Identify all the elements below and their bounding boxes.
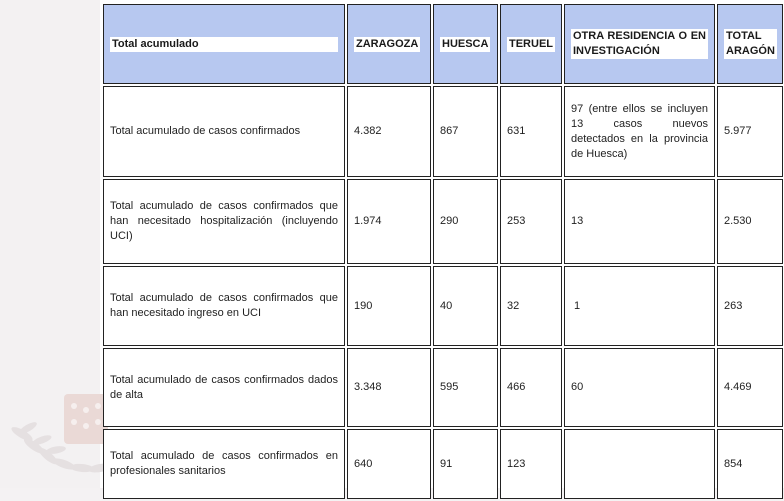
cell-otra: 1 (564, 266, 715, 346)
header-teruel: TERUEL (500, 4, 562, 84)
cell-total: 4.469 (717, 348, 783, 427)
table-row (103, 179, 783, 264)
covid-cases-table (101, 2, 784, 501)
cell-teruel: 631 (500, 86, 562, 177)
cell-otra: 13 (564, 179, 715, 264)
cell-teruel: 32 (500, 266, 562, 346)
cell-huesca: 91 (433, 429, 498, 499)
cell-otra (564, 429, 715, 499)
cell-zaragoza: 1.974 (347, 179, 431, 264)
cell-huesca: 595 (433, 348, 498, 427)
cell-zaragoza: 3.348 (347, 348, 431, 427)
table-header-row (103, 4, 783, 84)
cell-otra: 97 (entre ellos se incluyen 13 casos nuevos detectados en la provincia de Huesca) (564, 86, 715, 177)
header-otra-residencia: OTRA RESIDENCIA O EN INVESTIGACIÓN (564, 4, 715, 84)
row-label: Total acumulado de casos confirmados en profesionales sanitarios (103, 429, 345, 499)
table-row (103, 86, 783, 177)
cell-teruel: 253 (500, 179, 562, 264)
cell-zaragoza: 4.382 (347, 86, 431, 177)
cell-total: 2.530 (717, 179, 783, 264)
cell-otra: 60 (564, 348, 715, 427)
cell-huesca: 40 (433, 266, 498, 346)
cell-total: 5.977 (717, 86, 783, 177)
table-row (103, 429, 783, 499)
cell-huesca: 867 (433, 86, 498, 177)
cell-huesca: 290 (433, 179, 498, 264)
header-huesca: HUESCA (433, 4, 498, 84)
row-label: Total acumulado de casos confirmados dados de alta (103, 348, 345, 427)
table-row (103, 348, 783, 427)
cell-zaragoza: 190 (347, 266, 431, 346)
header-total-aragon: TOTAL ARAGÓN (717, 4, 783, 84)
cell-zaragoza: 640 (347, 429, 431, 499)
cell-teruel: 466 (500, 348, 562, 427)
cell-teruel: 123 (500, 429, 562, 499)
row-label: Total acumulado de casos confirmados (103, 86, 345, 177)
row-label: Total acumulado de casos confirmados que han necesitado hospitalización (incluyendo UCI) (103, 179, 345, 264)
cell-total: 854 (717, 429, 783, 499)
table-row (103, 266, 783, 346)
row-label: Total acumulado de casos confirmados que han necesitado ingreso en UCI (103, 266, 345, 346)
header-zaragoza: ZARAGOZA (347, 4, 431, 84)
header-total-acumulado: Total acumulado (103, 4, 345, 84)
cell-total: 263 (717, 266, 783, 346)
